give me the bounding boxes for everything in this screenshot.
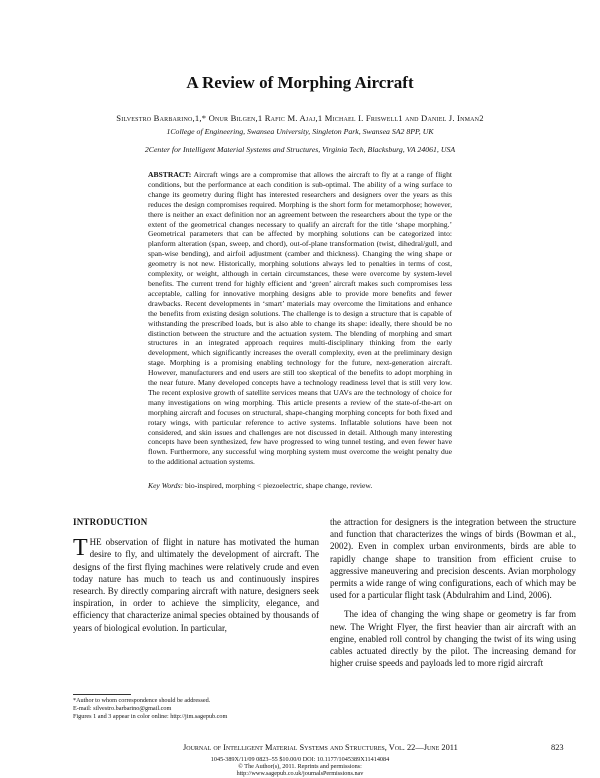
footnote-rule: [73, 694, 131, 695]
footer-meta: [0, 756, 600, 778]
journal-footer: Journal of Intelligent Material Systems and Structures, Vol. 22—June 2011: [183, 743, 458, 752]
affiliation-2: 2Center for Intelligent Material Systems and Structures, Virginia Tech, Blacksburg, VA 24061, USA: [144, 145, 456, 154]
footer-doi-line: 1045-389X/11/09 0823–55 $10.00/0 DOI: 10.1177/1045389X11414084: [210, 756, 390, 763]
intro-paragraph-1-text: HE observation of flight in nature has motivated the human desire to fly, and ultimately the development of aircraft. The designs of the first flying machines were relatively crude and even today nature has much to teach us and continuously inspires research. By directly comparing aircraft with nature, designers seek inspiration, in order to achieve the simplicity, elegance, and efficiency that characterize animal species obtained by thousands of years of biological evolution. In particular,: [73, 537, 319, 633]
left-column: [73, 516, 319, 634]
intro-paragraph-3: [330, 608, 576, 669]
intro-paragraph-2: [330, 516, 576, 601]
right-column: [330, 516, 576, 669]
page-number: 823: [551, 743, 564, 752]
footnote-email: E-mail: silvestro.barbarino@gmail.com: [73, 705, 172, 713]
footnote-correspondence: *Author to whom correspondence should be addressed.: [73, 697, 211, 704]
footnotes: [73, 694, 319, 722]
footer-permissions-link[interactable]: http://www.sagepub.co.uk/journalsPermissions.nav: [236, 770, 364, 778]
footnote-figures: Figures 1 and 3 appear in color online: http://jim.sagepub.com: [73, 713, 228, 721]
section-heading-introduction: INTRODUCTION: [73, 517, 148, 527]
abstract: [148, 170, 452, 467]
keywords-text: bio-inspired, morphing < piezoelectric, shape change, review.: [185, 481, 373, 490]
paper-title: A Review of Morphing Aircraft: [186, 73, 414, 92]
author-list: Silvestro Barbarino,1,* Onur Bilgen,1 Rafic M. Ajaj,1 Michael I. Friswell1 and Daniel J. Inman2: [116, 113, 484, 123]
keywords-label: Key Words:: [148, 481, 184, 490]
keywords: [148, 481, 452, 490]
footer-copyright-line: © The Author(s), 2011. Reprints and permissions:: [238, 763, 362, 771]
abstract-label: ABSTRACT:: [148, 170, 192, 179]
drop-cap: T: [73, 535, 88, 562]
intro-paragraph-2-text: the attraction for designers is the integration between the structure and function that characterizes the wings of birds (Bowman et al., 2002). Even in complex urban environments, birds are able to rapidly change shape to transition from efficient cruise to aggressive maneuvering and precision descents. Avian morphology permits a wide range of wing configurations, each of which may be used for a particular flight task (Abdulrahim and Lind, 2006).: [330, 517, 576, 601]
intro-paragraph-3-text: The idea of changing the wing shape or geometry is far from new. The Wright Flyer, the first heavier than air aircraft with an engine, enabled roll control by changing the twist of its wing using cables actuated directly by the pilot. The increasing demand for higher cruise speeds and payloads led to more rigid aircraft: [330, 609, 576, 669]
intro-paragraph-1: [73, 536, 319, 634]
abstract-text: Aircraft wings are a compromise that allows the aircraft to fly at a range of flight conditions, but the performance at each condition is sub-optimal. The ability of a wing surface to change its geometry during flight has interested researchers and designers over the years as this reduces the design compromises required. Morphing is the short form for metamorphose; however, there is neither an exact definition nor an agreement between the researchers about the type or the extent of the geometrical changes necessary to qualify an aircraft for the title ‘shape morphing.’ Geometrical parameters that can be affected by morphing solutions can be categorized into: planform alteration (span, sweep, and chord), out-of-plane transformation (twist, dihedral/gull, and span-wise bending), and airfoil adjustment (camber and thickness). Changing the wing shape or geometry is not new. Historically, morphing solutions always led to penalties in terms of cost, complexity, or weight, although in certain circumstances, these were overcome by system-level benefits. The current trend for highly efficient and ‘green’ aircraft makes such compromises less acceptable, calling for innovative morphing designs able to provide more benefits and fewer drawbacks. Recent developments in ‘smart’ materials may overcome the limitations and enhance the benefits from existing design solutions. The challenge is to design a structure that is capable of withstanding the prescribed loads, but is also able to change its shape: ideally, there should be no distinction between the structure and the actuation system. The blending of morphing and smart structures in an integrated approach requires multi-disciplinary thinking from the early development, which significantly increases the overall complexity, even at the preliminary design stage. Morphing is a promising enabling technology for the future, next-generation aircraft. However, manufacturers and end users are still too skeptical of the benefits to adopt morphing in the near future. Many developed concepts have a technology readiness level that is still very low. The recent explosive growth of satellite services means that UAVs are the technology of choice for many investigations on wing morphing. This article presents a review of the state-of-the-art on morphing aircraft and focuses on structural, shape-changing morphing concepts for both fixed and rotary wings, with particular reference to active systems. Inflatable solutions have been not considered, and skin issues and challenges are not discussed in detail. Although many interesting concepts have been synthesized, few have progressed to wing tunnel testing, and even fewer have flown. Furthermore, any successful wing morphing system must overcome the weight penalty due to the additional actuation systems.: [148, 170, 453, 467]
affiliation-1: 1College of Engineering, Swansea University, Singleton Park, Swansea SA2 8PP, UK: [166, 127, 434, 136]
